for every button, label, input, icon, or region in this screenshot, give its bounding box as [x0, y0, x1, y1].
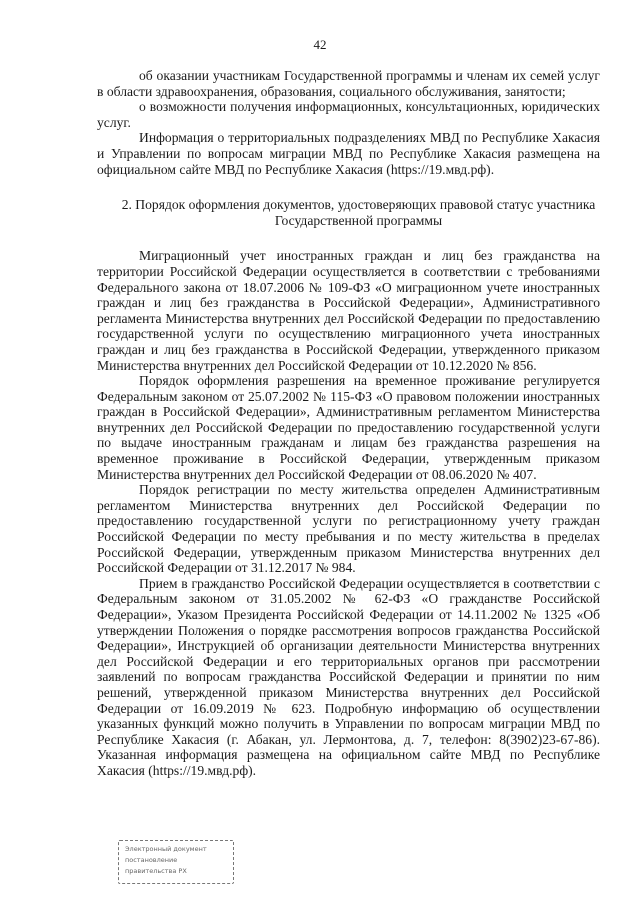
paragraph-services: об оказании участникам Государственной программы и членам их семей услуг в области здравоохранения, образования, социального обслуживания, занятости; — [97, 68, 600, 99]
stamp-line-1: Электронный документ — [125, 845, 207, 853]
paragraph-mvd-info: Информация о территориальных подразделениях МВД по Республике Хакасия и Управлении по вопросам миграции МВД по Республике Хакасия размещена на официальном сайте МВД по Республике Хакасия (https://19.мвд.рф). — [97, 130, 600, 177]
paragraph-temporary-residence: Порядок оформления разрешения на временное проживание регулируется Федеральным законом от 25.07.2002 № 115-ФЗ «О правовом положении иностранных граждан в Российской Федерации», Административным регламентом Министерства внутренних дел Российской Федерации по предоставлению государственной услуги по выдаче иностранным гражданам и лицам без гражданства разрешения на временное проживание в Российской Федерации, утвержденным приказом Министерства внутренних дел Российской Федерации от 08.06.2020 № 407. — [97, 373, 600, 482]
page-number: 42 — [313, 37, 327, 52]
stamp-line-2: постановление — [125, 856, 178, 864]
document-body — [97, 68, 600, 779]
paragraph-citizenship: Прием в гражданство Российской Федерации осуществляется в соответствии с Федеральным законом от 31.05.2002 № 62-ФЗ «О гражданстве Российской Федерации», Указом Президента Российской Федерации от 14.11.2002 № 1325 «Об утверждении Положения о порядке рассмотрения вопросов гражданства Российской Федерации», Инструкцией об организации деятельности Министерства внутренних дел Российской Федерации и его территориальных органов при рассмотрении заявлений по вопросам гражданства Российской Федерации и принятии по ним решений, утвержденной приказом Министерства внутренних дел Российской Федерации от 16.09.2019 № 623. Подробную информацию об осуществлении указанных функций можно получить в Управлении по вопросам миграции МВД по Республике Хакасия (г. Абакан, ул. Лермонтова, д. 7, телефон: 8(3902)23-67-86). Указанная информация размещена на официальном сайте МВД по Республике Хакасия (https://19.мвд.рф). — [97, 575, 600, 778]
stamp-line-3: правительства РХ — [125, 867, 187, 875]
paragraph-residence-registration: Порядок регистрации по месту жительства определен Административным регламентом Министерства внутренних дел Российской Федерации по предоставлению государственной услуги по регистрационному учету граждан Российской Федерации по месту пребывания и по месту жительства в пределах Российской Федерации, утвержденным приказом Министерства внутренних дел Российской Федерации от 31.12.2017 № 984. — [97, 482, 600, 576]
paragraph-migration-registration: Миграционный учет иностранных граждан и лиц без гражданства на территории Российской Федерации осуществляется в соответствии с требованиями Федерального закона от 18.07.2006 № 109-ФЗ «О миграционном учете иностранных граждан и лиц без гражданства в Российской Федерации», Административного регламента Министерства внутренних дел Российской Федерации по предоставлению государственной услуги по осуществлению миграционного учета иностранных граждан и лиц без гражданства в Российской Федерации, утвержденного приказом Министерства внутренних дел Российской Федерации от 10.12.2020 № 856. — [97, 248, 600, 373]
section-heading: 2. Порядок оформления документов, удостоверяющих правовой статус участника Государственной программы — [121, 197, 596, 228]
paragraph-legal-services: о возможности получения информационных, консультационных, юридических услуг. — [97, 99, 600, 130]
electronic-signature-stamp — [118, 840, 234, 884]
